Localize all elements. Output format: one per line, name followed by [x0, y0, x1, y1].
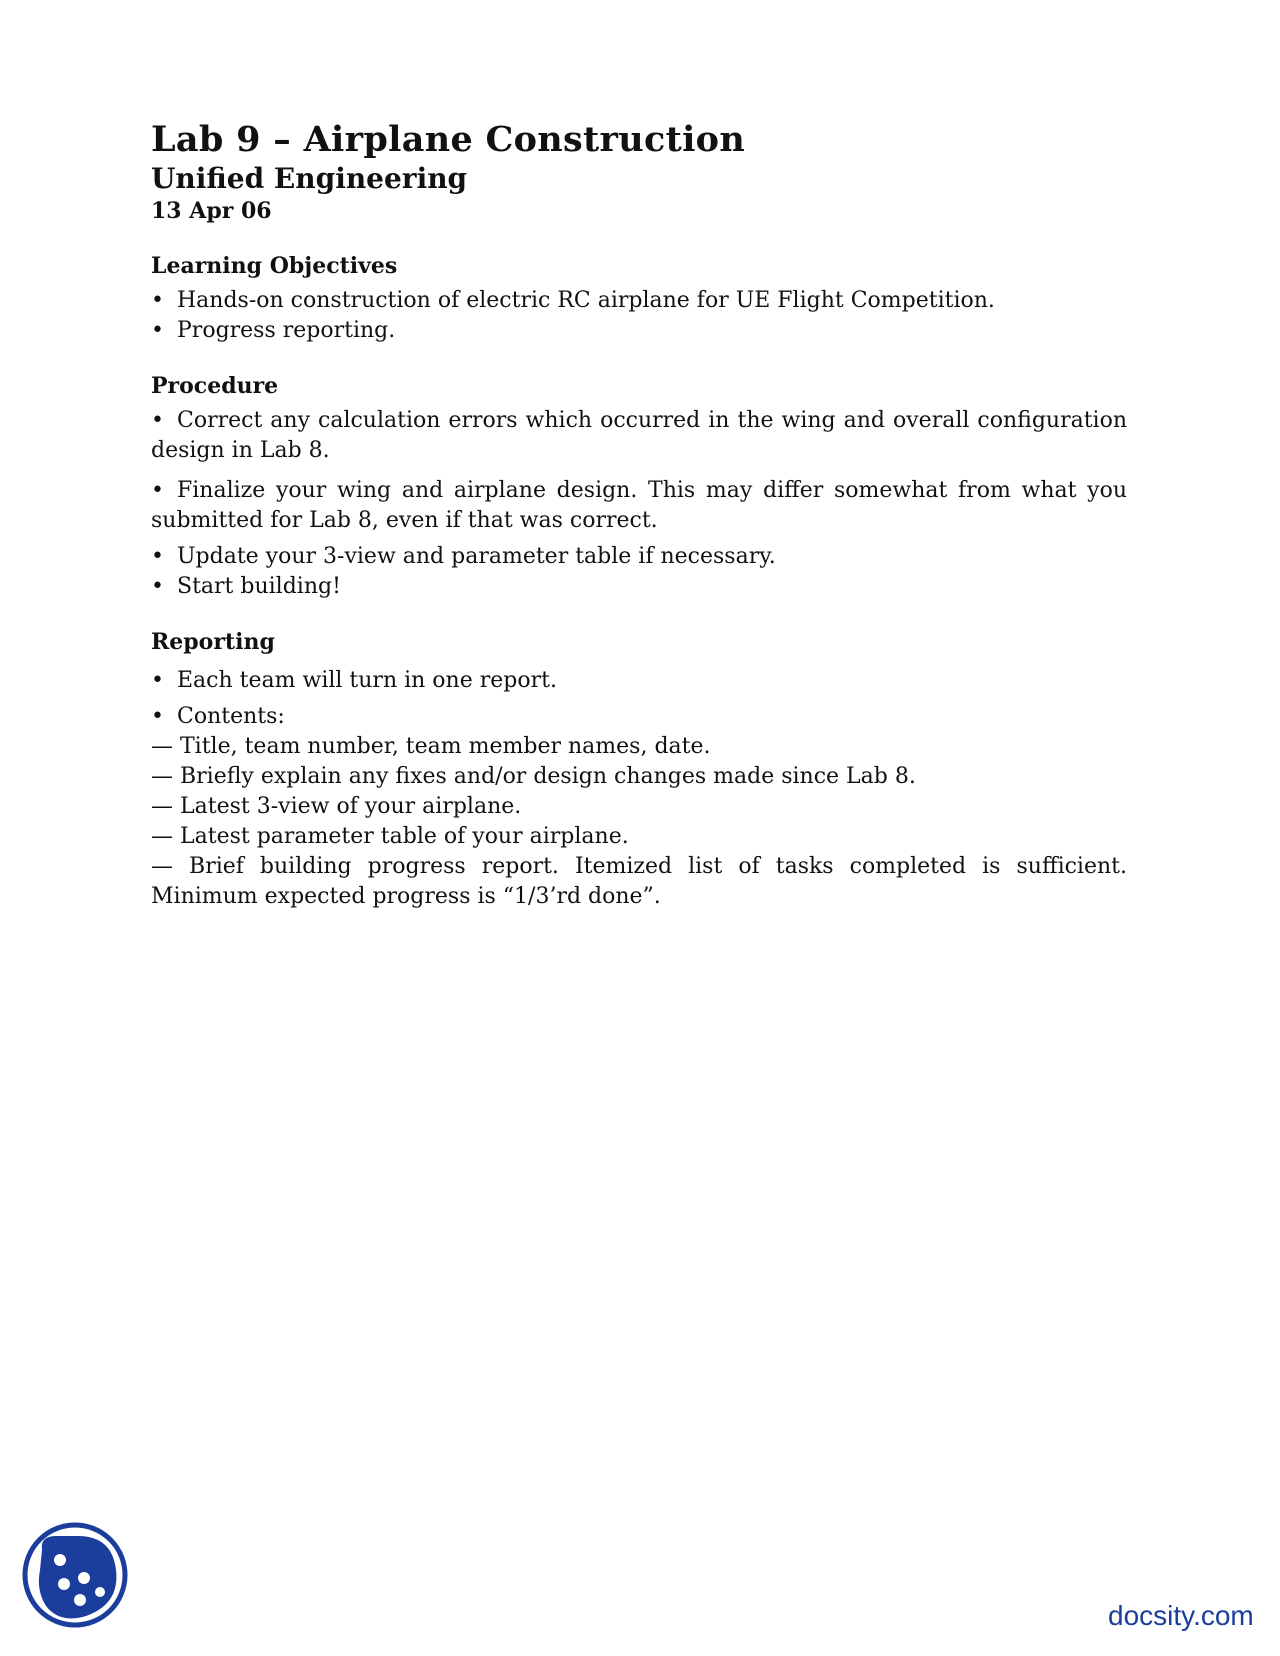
document-page — [151, 118, 1127, 912]
bullet-icon: • — [151, 318, 164, 343]
dash-icon: — — [151, 794, 173, 819]
list-item: • Each team will turn in one report. — [151, 666, 1127, 696]
sub-list-item: — Brief building progress report. Itemized list of tasks completed is sufficient. Minimum expected progress is “1/3’rd done”. — [151, 854, 1127, 909]
dash-icon: — — [151, 824, 173, 849]
list-item: • Progress reporting. — [151, 316, 1127, 346]
page-date: 13 Apr 06 — [151, 198, 272, 224]
page-title: Lab 9 – Airplane Construction — [151, 119, 746, 160]
bullet-icon: • — [151, 478, 164, 503]
dash-icon: — — [151, 734, 173, 759]
bullet-icon: • — [151, 544, 164, 569]
list-item: • Update your 3-view and parameter table if necessary. — [151, 542, 1127, 572]
reporting-heading: Reporting — [151, 629, 275, 655]
sub-list-item: — Latest 3-view of your airplane. — [151, 794, 522, 819]
list-item: • Hands-on construction of electric RC airplane for UE Flight Competition. — [151, 286, 1127, 316]
bullet-icon: • — [151, 574, 164, 599]
learning-objectives-heading: Learning Objectives — [151, 253, 398, 279]
sub-list-item: — Briefly explain any fixes and/or design changes made since Lab 8. — [151, 764, 916, 789]
page-subtitle: Unified Engineering — [151, 162, 468, 195]
docsity-brand-link[interactable]: docsity.com — [1108, 1600, 1254, 1631]
bullet-icon: • — [151, 668, 164, 693]
list-item: • Finalize your wing and airplane design. This may differ somewhat from what you submitted for Lab 8, even if that was correct. — [151, 478, 1127, 533]
dash-icon: — — [151, 764, 173, 789]
list-item: • Start building! — [151, 572, 1127, 602]
list-item: • Contents: — [151, 702, 1127, 732]
bullet-icon: • — [151, 288, 164, 313]
sub-list-item: — Title, team number, team member names, date. — [151, 734, 711, 759]
bullet-icon: • — [151, 408, 164, 433]
bullet-icon: • — [151, 704, 164, 729]
docsity-logo-icon[interactable] — [20, 1520, 130, 1630]
procedure-heading: Procedure — [151, 373, 279, 399]
list-item: • Correct any calculation errors which occurred in the wing and overall configuration design in Lab 8. — [151, 408, 1127, 463]
dash-icon: — — [151, 854, 173, 879]
sub-list-item: — Latest parameter table of your airplane. — [151, 824, 629, 849]
